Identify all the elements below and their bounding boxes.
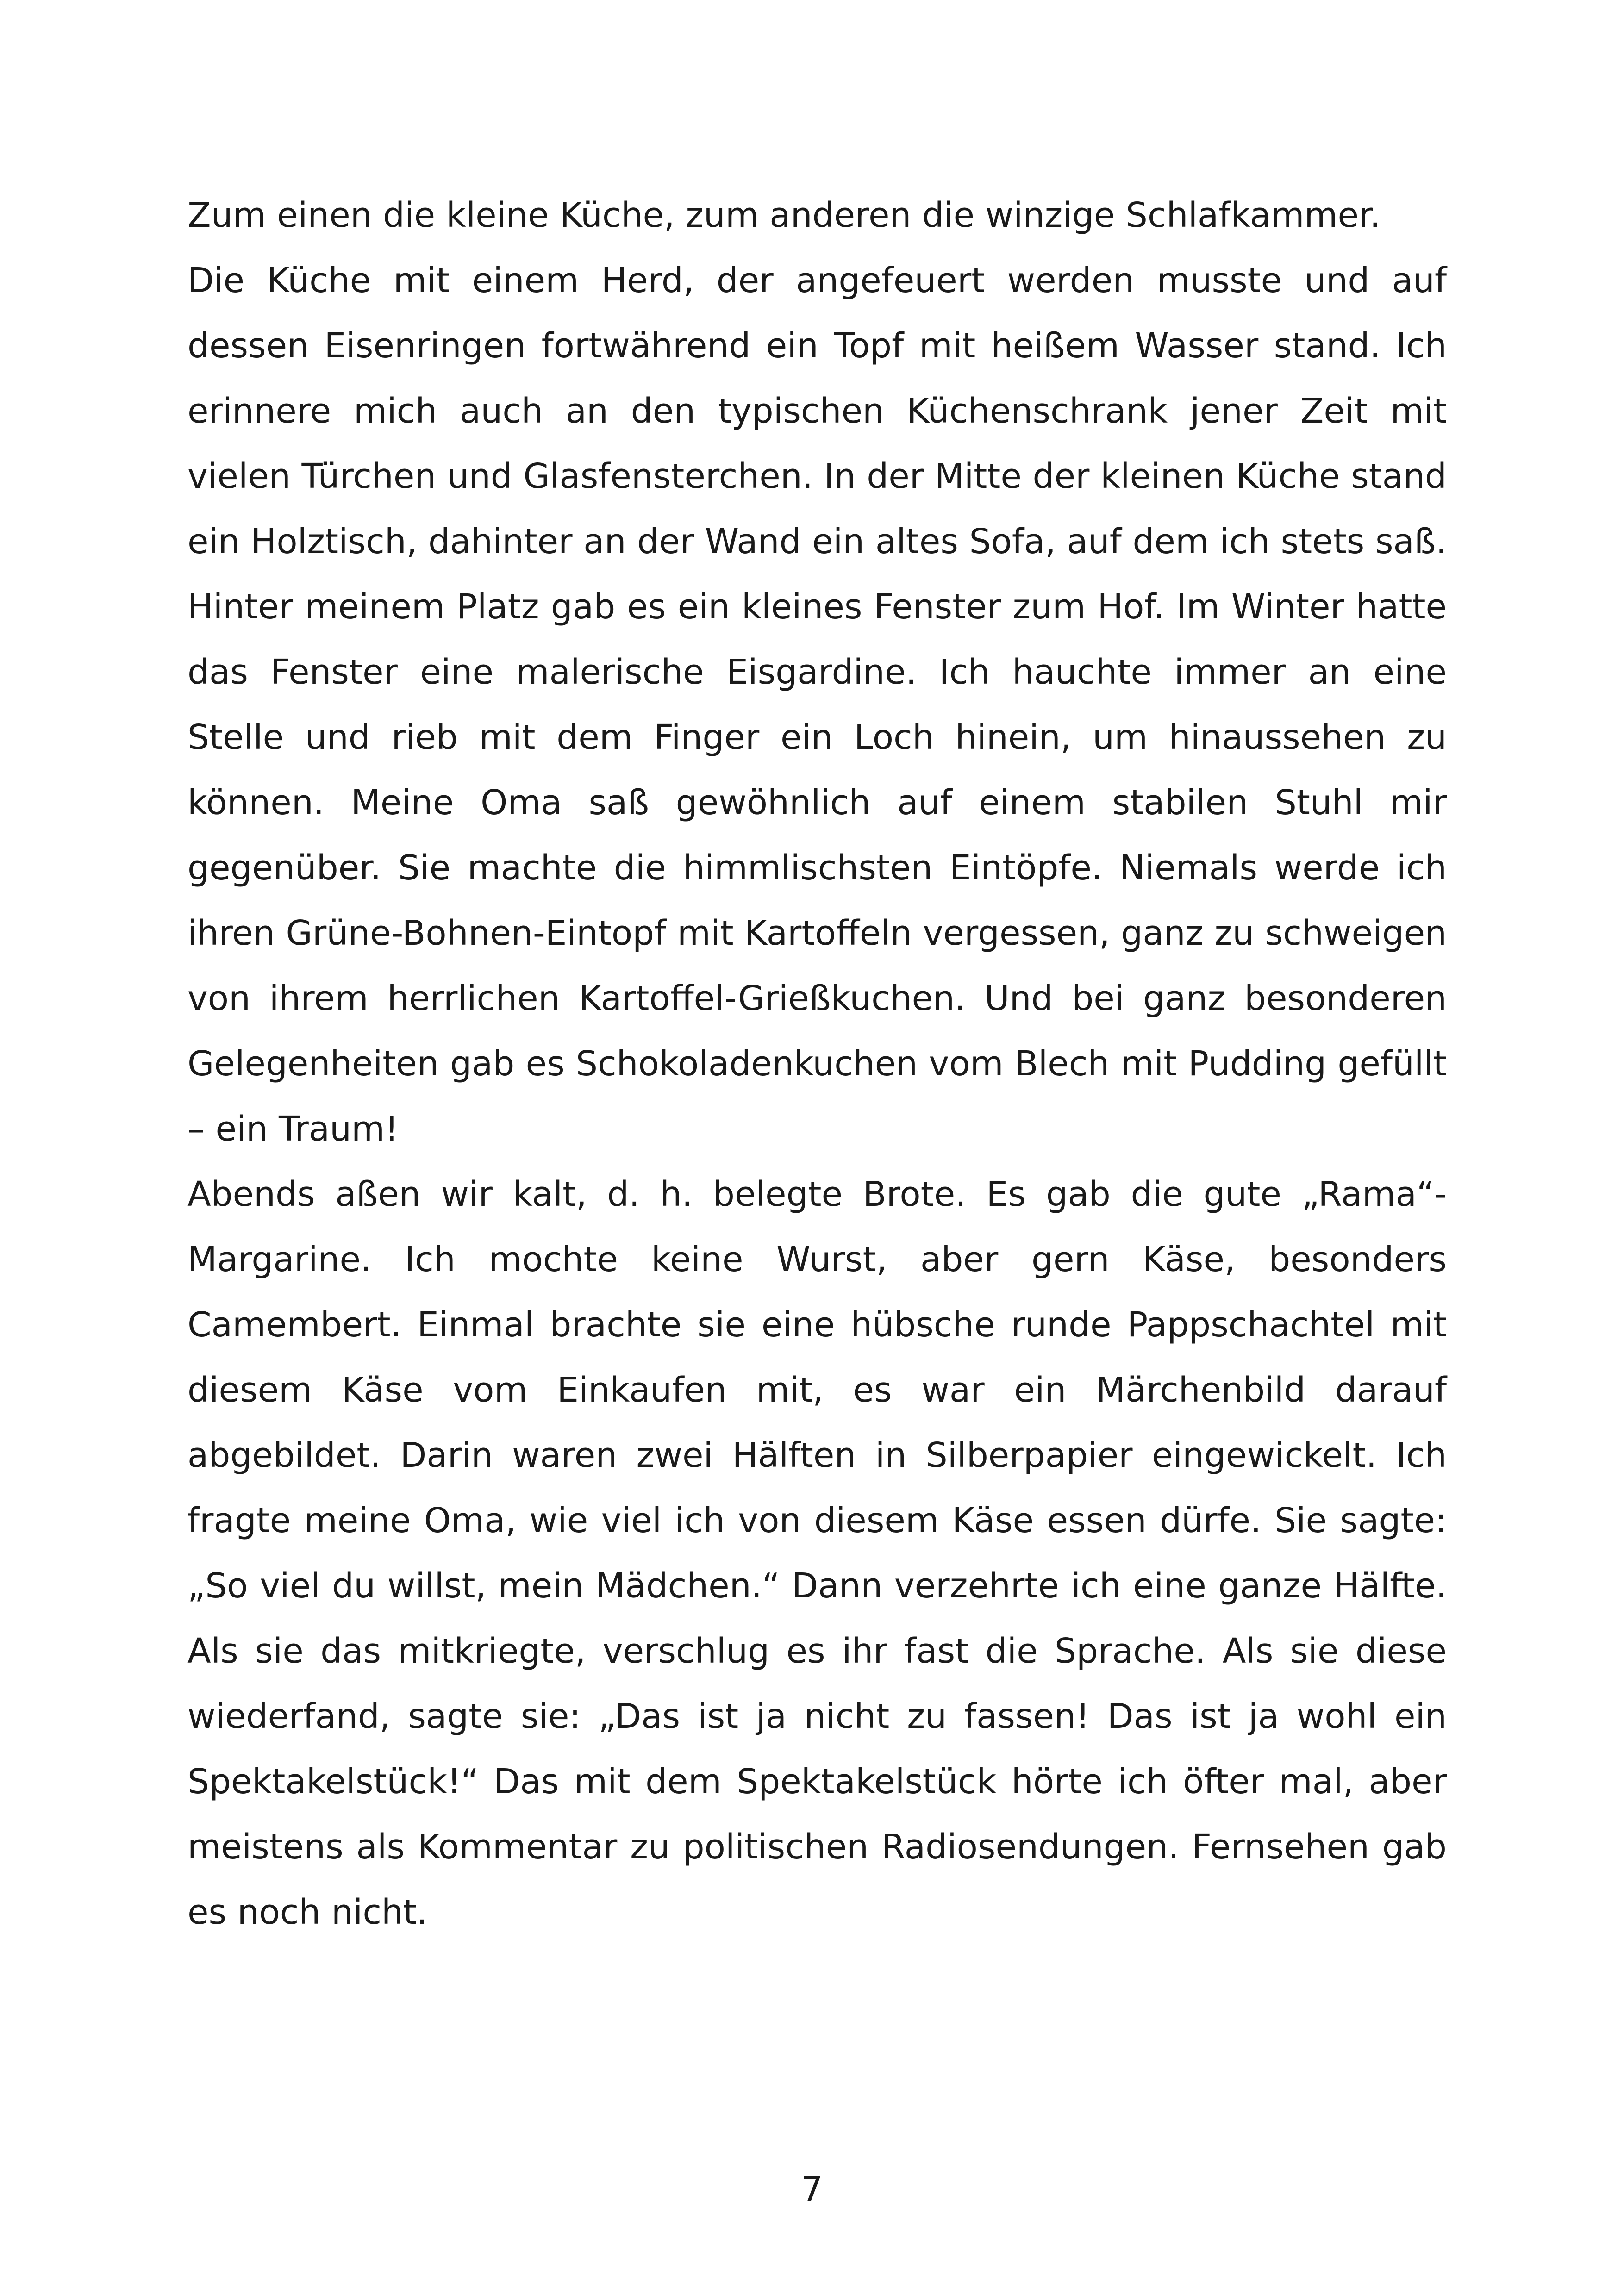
paragraph-evening-meal: Abends aßen wir kalt, d. h. belegte Brote. Es gab die gute „Rama“-Margarine. Ich mochte keine Wurst, aber gern Käse, besonders Camembert. Einmal brachte sie eine hübsche runde Pappschachtel mit diesem Käse vom Einkaufen mit, es war ein Märchenbild darauf abgebildet. Darin waren zwei Hälften in Silberpapier eingewickelt. Ich fragte meine Oma, wie viel ich von diesem Käse essen dürfe. Sie sagte: „So viel du willst, mein Mädchen.“ Dann verzehrte ich eine ganze Hälfte. Als sie das mitkriegte, verschlug es ihr fast die Sprache. Als sie diese wiederfand, sagte sie: „Das ist ja nicht zu fassen! Das ist ja wohl ein Spektakelstück!“ Das mit dem Spektakelstück hörte ich öfter mal, aber meistens als Kommentar zu politischen Radiosendungen. Fernsehen gab es noch nicht. (187, 1174, 1447, 1932)
body-text (187, 183, 1447, 1945)
paragraph-kitchen-intro: Zum einen die kleine Küche, zum anderen die winzige Schlafkammer. (187, 195, 1381, 235)
paragraph-kitchen-description: Die Küche mit einem Herd, der angefeuert werden musste und auf dessen Eisenringen fortwährend ein Topf mit heißem Wasser stand. Ich erinnere mich auch an den typischen Küchenschrank jener Zeit mit vielen Türchen und Glasfensterchen. In der Mitte der kleinen Küche stand ein Holztisch, dahinter an der Wand ein altes Sofa, auf dem ich stets saß. Hinter meinem Platz gab es ein kleines Fenster zum Hof. Im Winter hatte das Fenster eine malerische Eisgardine. Ich hauchte immer an eine Stelle und rieb mit dem Finger ein Loch hinein, um hinaussehen zu können. Meine Oma saß gewöhnlich auf einem stabilen Stuhl mir gegenüber. Sie machte die himmlischsten Eintöpfe. Niemals werde ich ihren Grüne-Bohnen-Eintopf mit Kartoffeln vergessen, ganz zu schweigen von ihrem herrlichen Kartoffel-Grießkuchen. Und bei ganz besonderen Gelegenheiten gab es Schokoladenkuchen vom Blech mit Pudding gefüllt – ein Traum! (187, 261, 1447, 1149)
page-number: 7 (801, 2170, 823, 2209)
